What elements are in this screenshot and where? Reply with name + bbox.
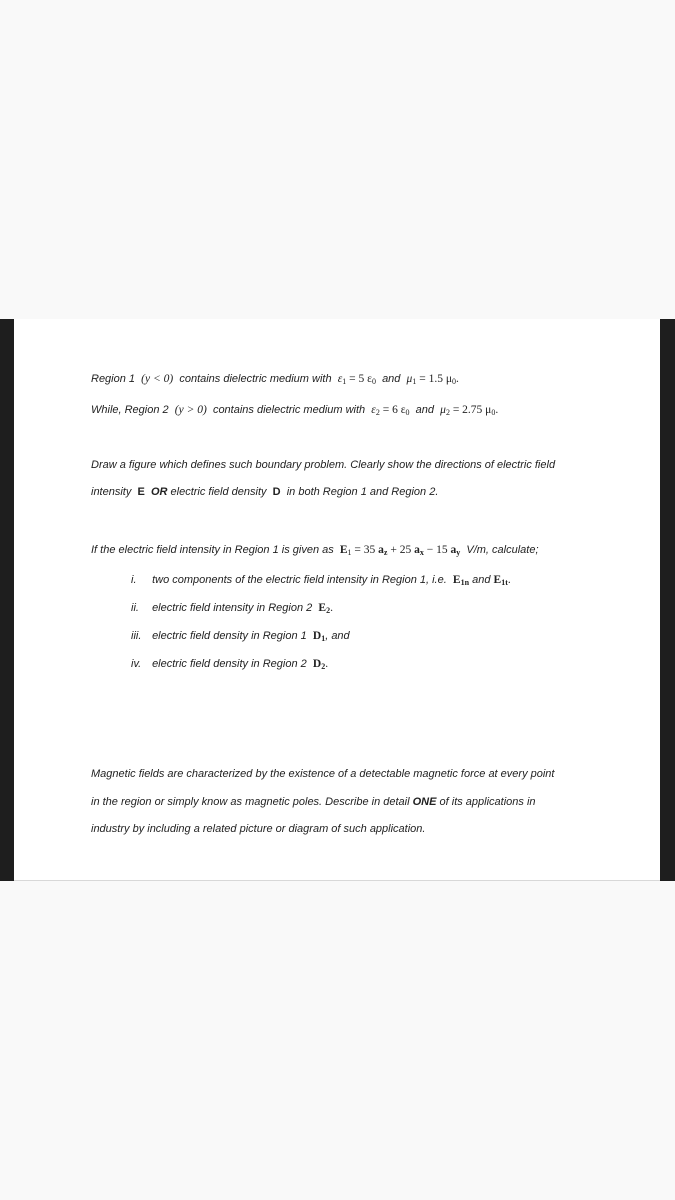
magnetic-text: in the region or simply know as magnetic poles. Describe in detail — [91, 796, 410, 808]
period: . — [495, 404, 499, 416]
magnetic-paragraph-line3: industry by including a related picture or diagram of such application. — [91, 823, 426, 835]
unit-vector-a: a — [450, 544, 457, 556]
right-border-bar — [660, 319, 675, 881]
list-number: iii. — [131, 630, 142, 642]
list-text: two components of the electric field intensity in Region 1, i.e. — [152, 574, 447, 586]
subscript: 1t — [501, 578, 508, 587]
D-symbol: D — [312, 630, 322, 642]
mu-symbol: μ — [440, 404, 446, 416]
period: . — [507, 574, 511, 586]
list-item — [131, 630, 350, 642]
E-symbol: E — [493, 574, 502, 586]
period: . — [455, 373, 459, 385]
epsilon-symbol: ε — [371, 404, 376, 416]
coef-35: = 35 — [354, 544, 376, 556]
subscript: 2 — [326, 606, 331, 615]
region1-statement — [91, 373, 459, 385]
left-border-bar — [0, 319, 14, 881]
mu1-value: = 1.5 μ — [419, 373, 452, 385]
and-text: and — [472, 574, 491, 586]
D-symbol: D — [312, 658, 322, 670]
E1-symbol: E — [339, 544, 348, 556]
unit-vector-a: a — [414, 544, 420, 556]
one-emphasis: ONE — [412, 796, 437, 808]
given-field-statement — [91, 544, 539, 556]
given-suffix: V/m, calculate; — [466, 544, 539, 556]
coef-15: − 15 — [426, 544, 448, 556]
coef-25: + 25 — [390, 544, 412, 556]
period: . — [325, 658, 329, 670]
D-symbol: D — [272, 486, 281, 498]
epsilon0-subscript: 0 — [405, 408, 410, 417]
and-text: and — [415, 404, 435, 416]
and-text: , and — [325, 630, 350, 642]
and-text: and — [382, 373, 401, 385]
given-prefix: If the electric field intensity in Region 1 is given as — [91, 544, 334, 556]
mu2-value: = 2.75 μ — [452, 404, 492, 416]
subscript: 2 — [321, 662, 326, 671]
list-text: electric field density in Region 2 — [152, 658, 307, 670]
region2-prefix: While, Region 2 — [91, 404, 169, 416]
list-number: i. — [131, 574, 137, 586]
region2-condition: (y > 0) — [174, 404, 207, 416]
region2-statement — [91, 404, 498, 416]
region2-text: contains dielectric medium with — [212, 404, 366, 416]
unit-vector-sub: y — [456, 548, 461, 557]
epsilon2-value: = 6 ε — [382, 404, 406, 416]
list-number: ii. — [131, 602, 139, 614]
E-symbol: E — [452, 574, 461, 586]
magnetic-paragraph-line1: Magnetic fields are characterized by the existence of a detectable magnetic force at every point — [91, 768, 555, 780]
or-text: OR — [150, 486, 168, 498]
subscript: 1n — [460, 578, 470, 587]
mu0-subscript: 0 — [491, 408, 496, 417]
unit-vector-sub: z — [383, 548, 388, 557]
epsilon-subscript: 1 — [342, 377, 347, 386]
E-symbol: E — [318, 602, 327, 614]
unit-vector-a: a — [378, 544, 384, 556]
E-symbol: E — [137, 486, 145, 498]
region1-text: contains dielectric medium with — [179, 373, 332, 385]
mu-subscript: 2 — [445, 408, 450, 417]
mu-symbol: μ — [406, 373, 413, 385]
subscript: 1 — [321, 634, 326, 643]
list-number: iv. — [131, 658, 142, 670]
bottom-divider — [14, 880, 660, 881]
draw-instruction-line2 — [91, 486, 438, 498]
intensity-text: intensity — [91, 486, 132, 498]
list-text: electric field density in Region 1 — [152, 630, 307, 642]
density-text: electric field density — [170, 486, 267, 498]
epsilon-subscript: 2 — [375, 408, 380, 417]
region1-prefix: Region 1 — [91, 373, 136, 385]
epsilon-symbol: ε — [337, 373, 343, 385]
unit-vector-sub: x — [419, 548, 424, 557]
region1-condition: (y < 0) — [141, 373, 174, 385]
draw-instruction-line1: Draw a figure which defines such boundary problem. Clearly show the directions of electric field — [91, 459, 556, 471]
list-item — [131, 602, 333, 614]
period: . — [330, 602, 333, 614]
magnetic-paragraph-line2 — [91, 796, 536, 808]
epsilon1-value: = 5 ε — [349, 373, 372, 385]
regions-text: in both Region 1 and Region 2. — [286, 486, 439, 498]
mu-subscript: 1 — [412, 377, 417, 386]
epsilon0-subscript: 0 — [371, 377, 376, 386]
list-item — [131, 658, 328, 670]
magnetic-text: of its applications in — [439, 796, 536, 808]
mu0-subscript: 0 — [451, 377, 456, 386]
list-item — [131, 574, 511, 586]
E1-subscript: 1 — [347, 548, 352, 557]
list-text: electric field intensity in Region 2 — [152, 602, 313, 614]
